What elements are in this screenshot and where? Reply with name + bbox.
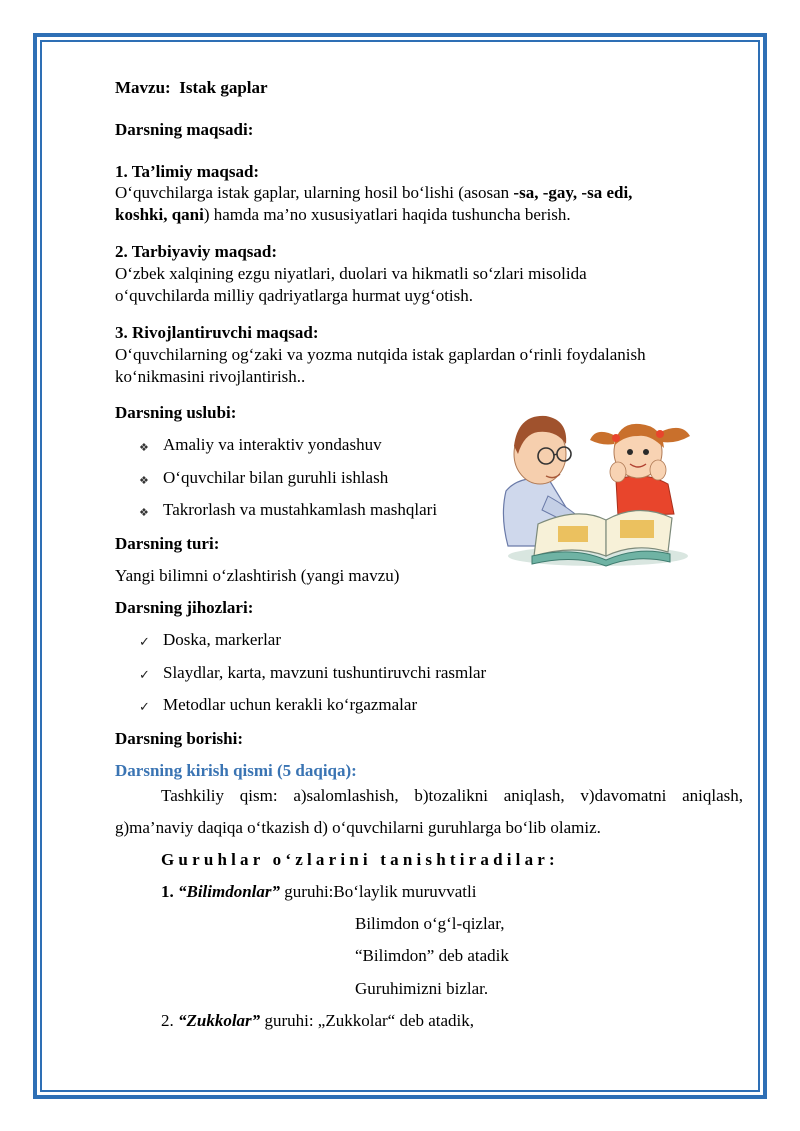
upbringing-goal-title: 2. Tarbiyaviy maqsad: bbox=[115, 242, 278, 261]
group-2-poem-line: „Zukkolar“ deb atadik, bbox=[317, 1011, 475, 1030]
suffix-examples: -sa, -gay, -sa edi, bbox=[513, 183, 633, 202]
method-item: Amaliy va interaktiv yondashuv bbox=[163, 435, 382, 454]
checkmark-icon: ✓ bbox=[139, 699, 150, 714]
intro-text-line-2: g)ma’naviy daqiqa o‘tkazish d) o‘quvchilarni guruhlarga bo‘lib olamiz. bbox=[115, 818, 601, 837]
developmental-goal-line-1: O‘quvchilarning og‘zaki va yozma nutqida istak gaplardan o‘rinli foydalanish bbox=[115, 345, 646, 364]
process-heading: Darsning borishi: bbox=[115, 729, 243, 748]
upbringing-goal-line-1: O‘zbek xalqining ezgu niyatlari, duolari va hikmatli so‘zlari misolida bbox=[115, 264, 587, 283]
particle-examples: koshki, qani bbox=[115, 205, 204, 224]
developmental-goal-title: 3. Rivojlantiruvchi maqsad: bbox=[115, 323, 319, 342]
topic-label: Mavzu: bbox=[115, 78, 171, 97]
method-item: O‘quvchilar bilan guruhli ishlash bbox=[163, 468, 389, 487]
group-2-number: 2. bbox=[161, 1011, 174, 1030]
group-2-line bbox=[161, 1010, 474, 1032]
group-1-poem-line: Bilimdon o‘g‘l-qizlar, bbox=[355, 914, 505, 933]
group-1-suffix: guruhi: bbox=[284, 882, 334, 901]
method-item: Takrorlash va mustahkamlash mashqlari bbox=[163, 500, 438, 519]
group-1-poem-line: Bo‘laylik muruvvatli bbox=[333, 882, 477, 901]
equipment-heading: Darsning jihozlari: bbox=[115, 598, 254, 617]
diamond-bullet-icon: ❖ bbox=[139, 442, 149, 454]
group-1-name: “Bilimdonlar” bbox=[178, 882, 281, 901]
group-1-line bbox=[161, 881, 476, 903]
children-reading-illustration bbox=[478, 396, 698, 574]
groups-heading: Guruhlar o‘zlarini tanishtiradilar: bbox=[161, 850, 559, 869]
topic-line bbox=[115, 77, 268, 99]
group-1-number: 1. bbox=[161, 882, 174, 901]
equipment-item: Slaydlar, karta, mavzuni tushuntiruvchi rasmlar bbox=[163, 663, 487, 682]
educational-goal-text-end: ) hamda ma’no xususiyatlari haqida tushuncha berish. bbox=[203, 205, 571, 224]
diamond-bullet-icon: ❖ bbox=[139, 475, 149, 487]
method-heading: Darsning uslubi: bbox=[115, 403, 237, 422]
educational-goal-title: 1. Ta’limiy maqsad: bbox=[115, 162, 260, 181]
educational-goal-text: O‘quvchilarga istak gaplar, ularning hosil bo‘lishi (asosan bbox=[115, 183, 514, 202]
type-value: Yangi bilimni o‘zlashtirish (yangi mavzu) bbox=[115, 566, 400, 585]
intro-text-line-1: Tashkiliy qism: a)salomlashish, b)tozalikni aniqlash, v)davomatni aniqlash, bbox=[161, 786, 743, 805]
equipment-item: Metodlar uchun kerakli ko‘rgazmalar bbox=[163, 695, 418, 714]
topic-value: Istak gaplar bbox=[179, 78, 268, 97]
type-heading: Darsning turi: bbox=[115, 534, 220, 553]
group-1-poem-line: “Bilimdon” deb atadik bbox=[355, 946, 509, 965]
upbringing-goal-line-2: o‘quvchilarda milliy qadriyatlarga hurmat uyg‘otish. bbox=[115, 286, 474, 305]
checkmark-icon: ✓ bbox=[139, 667, 150, 682]
intro-section-heading: Darsning kirish qismi (5 daqiqa): bbox=[115, 761, 357, 780]
group-1-poem-line: Guruhimizni bizlar. bbox=[355, 979, 489, 998]
equipment-item: Doska, markerlar bbox=[163, 630, 282, 649]
checkmark-icon: ✓ bbox=[139, 634, 150, 649]
group-2-name: “Zukkolar” bbox=[178, 1011, 261, 1030]
developmental-goal-line-2: ko‘nikmasini rivojlantirish.. bbox=[115, 367, 306, 386]
educational-goal-line-2 bbox=[115, 204, 571, 226]
group-2-suffix: guruhi: bbox=[264, 1011, 314, 1030]
diamond-bullet-icon: ❖ bbox=[139, 507, 149, 519]
goals-heading: Darsning maqsadi: bbox=[115, 120, 254, 139]
educational-goal-line-1 bbox=[115, 182, 632, 204]
